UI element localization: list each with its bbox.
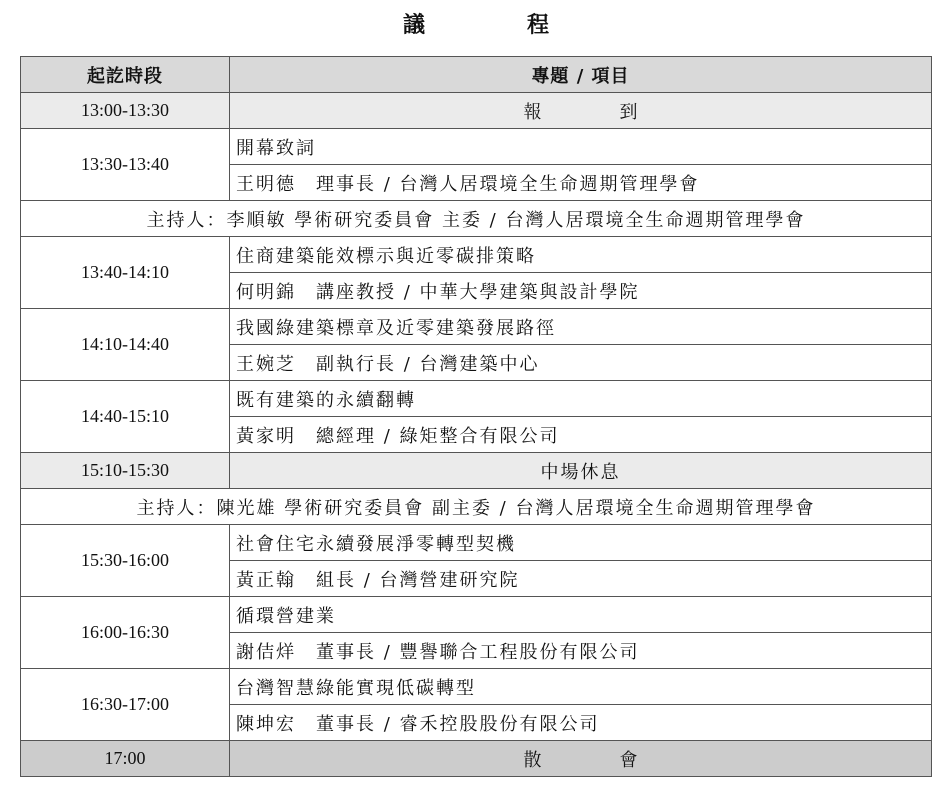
speaker-cell: 黃正翰 組長 / 台灣營建研究院 [230, 561, 932, 597]
speaker-cell: 王明德 理事長 / 台灣人居環境全生命週期管理學會 [230, 165, 932, 201]
registration-label: 報 到 [230, 93, 932, 129]
time-cell: 15:10-15:30 [21, 453, 230, 489]
table-header-row [21, 57, 932, 93]
page-title: 議 程 [402, 12, 589, 38]
topic-cell: 我國綠建築標章及近零建築發展路徑 [230, 309, 932, 345]
time-cell: 17:00 [21, 741, 230, 777]
header-time: 起訖時段 [21, 57, 230, 93]
topic-cell: 台灣智慧綠能實現低碳轉型 [230, 669, 932, 705]
time-cell: 14:40-15:10 [21, 381, 230, 453]
host-cell: 主持人：李順敏 學術研究委員會 主委 / 台灣人居環境全生命週期管理學會 [21, 201, 932, 237]
host-row [21, 201, 932, 237]
speaker-cell: 黃家明 總經理 / 綠矩整合有限公司 [230, 417, 932, 453]
table-row [21, 597, 932, 633]
speaker-cell: 謝佶烊 董事長 / 豐譽聯合工程股份有限公司 [230, 633, 932, 669]
speaker-cell: 陳坤宏 董事長 / 睿禾控股股份有限公司 [230, 705, 932, 741]
time-cell: 15:30-16:00 [21, 525, 230, 597]
table-row [21, 129, 932, 165]
time-cell: 16:30-17:00 [21, 669, 230, 741]
table-row [21, 525, 932, 561]
table-row [21, 93, 932, 129]
table-row [21, 381, 932, 417]
time-cell: 16:00-16:30 [21, 597, 230, 669]
closing-label: 散 會 [230, 741, 932, 777]
host-cell: 主持人：陳光雄 學術研究委員會 副主委 / 台灣人居環境全生命週期管理學會 [21, 489, 932, 525]
table-row [21, 453, 932, 489]
time-cell: 13:00-13:30 [21, 93, 230, 129]
table-row [21, 741, 932, 777]
topic-cell: 住商建築能效標示與近零碳排策略 [230, 237, 932, 273]
time-cell: 13:40-14:10 [21, 237, 230, 309]
topic-cell: 循環營建業 [230, 597, 932, 633]
speaker-cell: 王婉芝 副執行長 / 台灣建築中心 [230, 345, 932, 381]
time-cell: 14:10-14:40 [21, 309, 230, 381]
table-row [21, 237, 932, 273]
agenda-table [20, 56, 932, 777]
break-label: 中場休息 [230, 453, 932, 489]
topic-cell: 社會住宅永續發展淨零轉型契機 [230, 525, 932, 561]
table-row [21, 669, 932, 705]
host-row [21, 489, 932, 525]
time-cell: 13:30-13:40 [21, 129, 230, 201]
table-row [21, 309, 932, 345]
topic-cell: 既有建築的永續翻轉 [230, 381, 932, 417]
header-topic: 專題 / 項目 [230, 57, 932, 93]
topic-cell: 開幕致詞 [230, 129, 932, 165]
speaker-cell: 何明錦 講座教授 / 中華大學建築與設計學院 [230, 273, 932, 309]
